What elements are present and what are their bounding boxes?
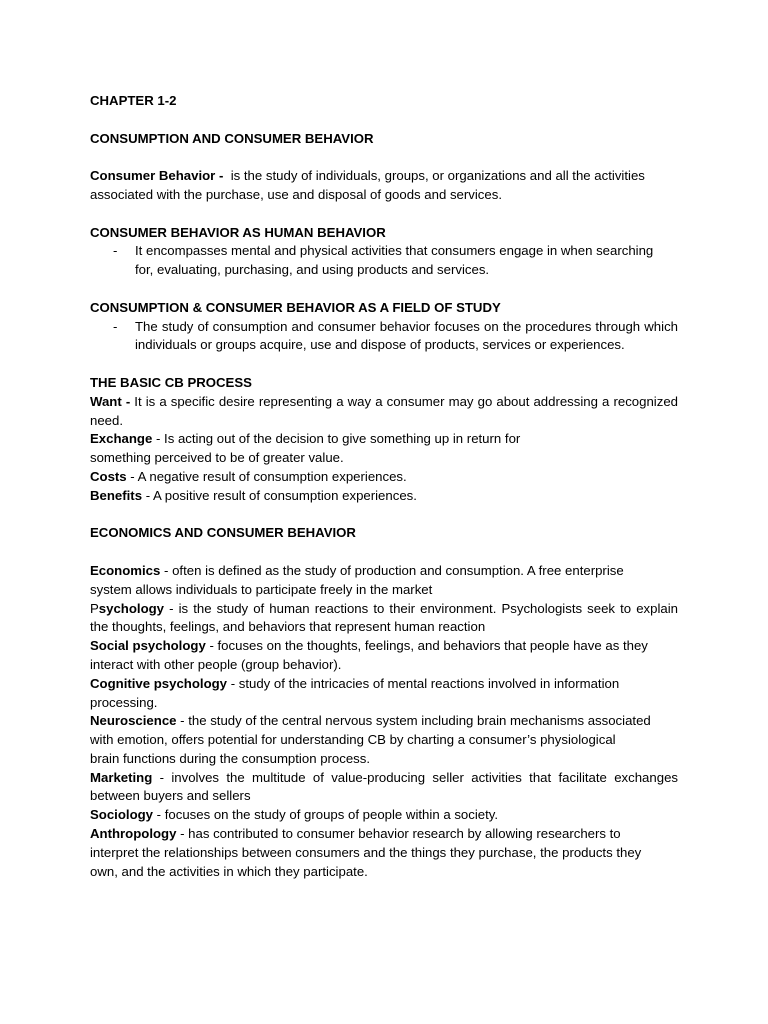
neuroscience-def-line3: brain functions during the consumption process. — [90, 750, 371, 766]
anthropology-def-line3: own, and the activities in which they participate. — [90, 863, 368, 879]
consumer-behavior-def-line2: associated with the purchase, use and disposal of goods and services. — [90, 186, 502, 202]
want-definition — [90, 393, 678, 431]
spacer — [90, 111, 678, 130]
exchange-def-line1: - Is acting out of the decision to give something up in return for — [152, 431, 521, 447]
consumer-behavior-def-line1: is the study of individuals, groups, or organizations and all the activities — [230, 168, 645, 184]
dash-bullet: - — [113, 243, 118, 259]
benefits-def: - A positive result of consumption experiences. — [142, 487, 417, 503]
cognitive-psychology-term: Cognitive psychology — [90, 675, 228, 691]
exchange-def-line2: something perceived to be of greater value. — [90, 450, 344, 466]
sociology-def: - focuses on the study of groups of people within a society. — [153, 807, 499, 823]
marketing-def: - involves the multitude of value-producing seller activities that facilitate exchanges between buyers and sellers — [90, 769, 678, 804]
spacer — [90, 148, 678, 167]
cognitive-psychology-definition — [90, 675, 678, 713]
neuroscience-def-line2: with emotion, offers potential for understanding CB by charting a consumer’s physiological — [90, 732, 616, 748]
costs-definition — [90, 468, 678, 487]
spacer — [90, 355, 678, 374]
marketing-term: Marketing — [90, 769, 153, 785]
list-item — [90, 242, 678, 280]
exchange-definition — [90, 430, 678, 468]
anthropology-def-line2: interpret the relationships between consumers and the things they purchase, the products they — [90, 844, 642, 860]
human-behavior-list — [90, 242, 678, 280]
cognitive-psychology-def-line2: processing. — [90, 694, 158, 710]
want-term: Want - — [90, 393, 131, 409]
economics-def-line2: system allows individuals to participate freely in the market — [90, 581, 433, 597]
social-psychology-def-line1: - focuses on the thoughts, feelings, and behaviors that people have as they — [205, 638, 648, 654]
spacer — [90, 280, 678, 299]
spacer — [90, 543, 678, 562]
social-psychology-def-line2: interact with other people (group behavior). — [90, 656, 342, 672]
psychology-term: sychology — [98, 600, 165, 616]
consumer-behavior-definition — [90, 167, 678, 205]
benefits-term: Benefits — [90, 487, 143, 503]
psychology-def: - is the study of human reactions to their environment. Psychologists seek to explain the thoughts, feelings, and behaviors that represent human reaction — [90, 600, 678, 635]
neuroscience-def-line1: - the study of the central nervous system including brain mechanisms associated — [176, 713, 651, 729]
social-psychology-term: Social psychology — [90, 638, 206, 654]
sociology-term: Sociology — [90, 807, 154, 823]
social-psychology-definition — [90, 637, 678, 675]
list-item — [90, 318, 678, 356]
human-behavior-line1: It encompasses mental and physical activities that consumers engage in when searching — [135, 243, 654, 259]
economics-heading: ECONOMICS AND CONSUMER BEHAVIOR — [90, 525, 356, 541]
spacer — [90, 506, 678, 525]
human-behavior-heading: CONSUMER BEHAVIOR AS HUMAN BEHAVIOR — [90, 224, 386, 240]
basic-process-heading: THE BASIC CB PROCESS — [90, 374, 252, 390]
anthropology-definition — [90, 825, 678, 881]
spacer — [90, 205, 678, 224]
economics-term: Economics — [90, 562, 161, 578]
field-of-study-text: The study of consumption and consumer behavior focuses on the procedures through which individuals or groups acquire, use and dispose of products, services or experiences. — [135, 318, 678, 353]
marketing-definition — [90, 769, 678, 807]
field-of-study-list — [90, 318, 678, 356]
costs-def: - A negative result of consumption experiences. — [126, 468, 407, 484]
benefits-definition — [90, 487, 678, 506]
consumer-behavior-term: Consumer Behavior - — [90, 168, 224, 184]
cognitive-psychology-def-line1: - study of the intricacies of mental reactions involved in information — [227, 675, 620, 691]
costs-term: Costs — [90, 468, 127, 484]
economics-def-line1: - often is defined as the study of production and consumption. A free enterprise — [160, 562, 624, 578]
dash-bullet: - — [113, 318, 118, 334]
exchange-term: Exchange — [90, 431, 153, 447]
neuroscience-definition — [90, 712, 678, 768]
document-page — [90, 92, 678, 881]
field-of-study-heading: CONSUMPTION & CONSUMER BEHAVIOR AS A FIELD OF STUDY — [90, 299, 501, 315]
human-behavior-line2: for, evaluating, purchasing, and using products and services. — [135, 262, 490, 278]
document-title: CONSUMPTION AND CONSUMER BEHAVIOR — [90, 130, 374, 146]
neuroscience-term: Neuroscience — [90, 713, 177, 729]
anthropology-def-line1: - has contributed to consumer behavior research by allowing researchers to — [176, 826, 621, 842]
anthropology-term: Anthropology — [90, 826, 177, 842]
psychology-definition — [90, 600, 678, 638]
economics-definition — [90, 562, 678, 600]
psychology-term-initial: P — [90, 600, 99, 616]
chapter-label: CHAPTER 1-2 — [90, 93, 177, 108]
want-def: It is a specific desire representing a way a consumer may go about addressing a recognized need. — [90, 393, 678, 428]
sociology-definition — [90, 806, 678, 825]
